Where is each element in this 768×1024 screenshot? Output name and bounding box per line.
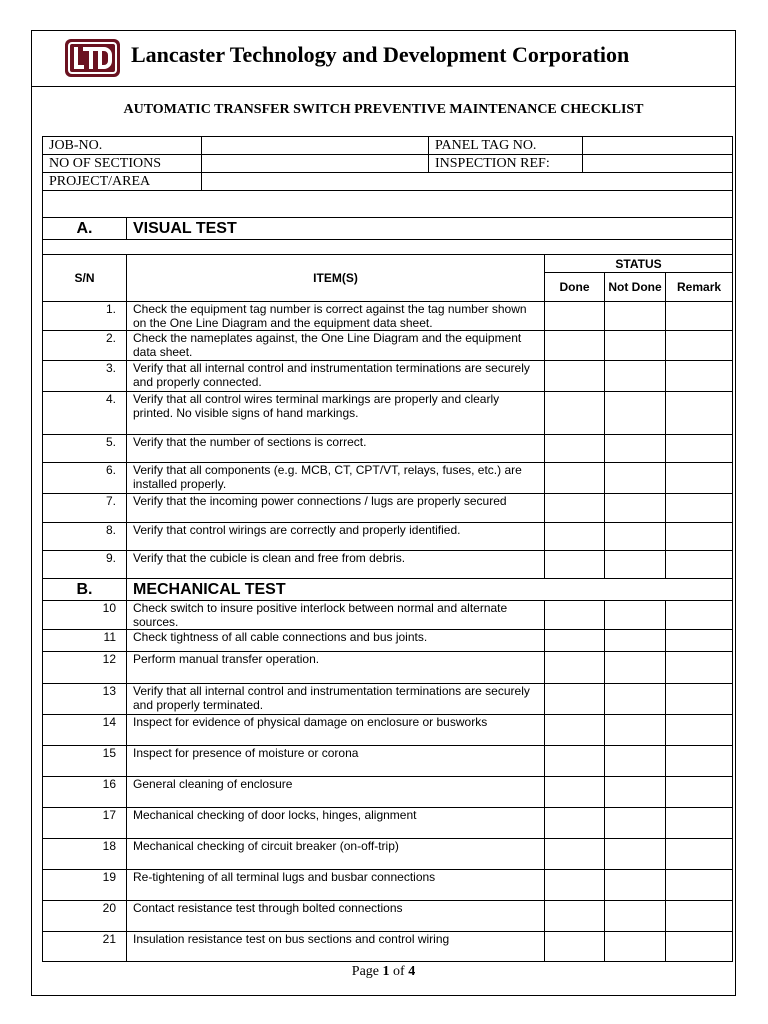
page-word: Page xyxy=(351,964,380,979)
remark-cell[interactable] xyxy=(666,808,733,839)
checklist-row xyxy=(43,392,733,435)
row-item-text: Mechanical checking of circuit breaker (on-off-trip) xyxy=(127,839,545,870)
checklist-row xyxy=(43,684,733,715)
checklist-row xyxy=(43,870,733,901)
checklist-row xyxy=(43,302,733,331)
page-current: 1 xyxy=(382,964,390,979)
row-number: 20 xyxy=(43,901,127,932)
not-done-cell[interactable] xyxy=(605,630,666,652)
panel-tag-label: PANEL TAG NO. xyxy=(429,137,583,155)
spacer-row xyxy=(43,240,733,255)
remark-cell[interactable] xyxy=(666,551,733,579)
checklist-row xyxy=(43,630,733,652)
row-item-text: Check the nameplates against, the One Line Diagram and the equipment data sheet. xyxy=(127,331,545,361)
job-no-label: JOB-NO. xyxy=(43,137,202,155)
row-item-text: Verify that all control wires terminal markings are properly and clearly printed. No visible signs of hand markings. xyxy=(127,392,545,435)
row-number: 9. xyxy=(43,551,127,579)
remark-cell[interactable] xyxy=(666,435,733,463)
done-cell[interactable] xyxy=(545,932,605,962)
checklist-row xyxy=(43,652,733,684)
project-area-field[interactable] xyxy=(202,173,733,191)
company-name: Lancaster Technology and Development Corporation xyxy=(131,42,630,67)
remark-cell[interactable] xyxy=(666,463,733,494)
section-a-letter: A. xyxy=(43,218,127,240)
not-done-cell[interactable] xyxy=(605,523,666,551)
row-item-text: Contact resistance test through bolted connections xyxy=(127,901,545,932)
remark-cell[interactable] xyxy=(666,652,733,684)
checklist-row xyxy=(43,601,733,630)
remark-cell[interactable] xyxy=(666,331,733,361)
page-of-word: of xyxy=(393,964,405,979)
done-cell[interactable] xyxy=(545,901,605,932)
not-done-cell[interactable] xyxy=(605,870,666,901)
checklist-row xyxy=(43,361,733,392)
not-done-cell[interactable] xyxy=(605,601,666,630)
status-header: STATUS xyxy=(545,255,733,273)
not-done-cell[interactable] xyxy=(605,901,666,932)
remark-cell[interactable] xyxy=(666,630,733,652)
done-cell[interactable] xyxy=(545,652,605,684)
checklist-row xyxy=(43,551,733,579)
done-cell[interactable] xyxy=(545,746,605,777)
row-item-text: Check tightness of all cable connections and bus joints. xyxy=(127,630,545,652)
remark-cell[interactable] xyxy=(666,601,733,630)
done-cell[interactable] xyxy=(545,601,605,630)
not-done-cell[interactable] xyxy=(605,435,666,463)
not-done-cell[interactable] xyxy=(605,839,666,870)
row-item-text: Inspect for presence of moisture or corona xyxy=(127,746,545,777)
row-item-text: Verify that the cubicle is clean and free from debris. xyxy=(127,551,545,579)
page-footer xyxy=(31,964,736,980)
remark-cell[interactable] xyxy=(666,839,733,870)
done-cell[interactable] xyxy=(545,302,605,331)
row-number: 18 xyxy=(43,839,127,870)
checklist-row xyxy=(43,715,733,746)
remark-cell[interactable] xyxy=(666,392,733,435)
checklist-row xyxy=(43,746,733,777)
done-cell[interactable] xyxy=(545,551,605,579)
not-done-cell[interactable] xyxy=(605,392,666,435)
remark-cell[interactable] xyxy=(666,494,733,523)
row-number: 12 xyxy=(43,652,127,684)
company-logo xyxy=(64,38,121,78)
row-number: 21 xyxy=(43,932,127,962)
sn-header: S/N xyxy=(43,255,127,302)
done-cell[interactable] xyxy=(545,361,605,392)
section-b-letter: B. xyxy=(43,579,127,601)
row-number: 13 xyxy=(43,684,127,715)
checklist-row xyxy=(43,808,733,839)
done-cell[interactable] xyxy=(545,463,605,494)
inspection-ref-label: INSPECTION REF: xyxy=(429,155,583,173)
section-b-title: MECHANICAL TEST xyxy=(127,579,733,601)
not-done-cell[interactable] xyxy=(605,331,666,361)
row-item-text: Insulation resistance test on bus sections and control wiring xyxy=(127,932,545,962)
row-item-text: Check switch to insure positive interlock between normal and alternate sources. xyxy=(127,601,545,630)
done-header: Done xyxy=(545,273,605,302)
row-item-text: Verify that all internal control and instrumentation terminations are securely and properly terminated. xyxy=(127,684,545,715)
not-done-cell[interactable] xyxy=(605,302,666,331)
not-done-cell[interactable] xyxy=(605,551,666,579)
row-item-text: Mechanical checking of door locks, hinges, alignment xyxy=(127,808,545,839)
remark-cell[interactable] xyxy=(666,870,733,901)
done-cell[interactable] xyxy=(545,630,605,652)
section-a-title: VISUAL TEST xyxy=(127,218,733,240)
not-done-cell[interactable] xyxy=(605,652,666,684)
done-cell[interactable] xyxy=(545,494,605,523)
document-title: AUTOMATIC TRANSFER SWITCH PREVENTIVE MAINTENANCE CHECKLIST xyxy=(123,102,644,117)
row-number: 10 xyxy=(43,601,127,630)
checklist-row xyxy=(43,901,733,932)
not-done-header: Not Done xyxy=(605,273,666,302)
row-number: 11 xyxy=(43,630,127,652)
checklist-row xyxy=(43,839,733,870)
remark-cell[interactable] xyxy=(666,901,733,932)
row-number: 15 xyxy=(43,746,127,777)
checklist-row xyxy=(43,463,733,494)
remark-header: Remark xyxy=(666,273,733,302)
spacer-row xyxy=(43,191,733,218)
row-number: 1. xyxy=(43,302,127,331)
not-done-cell[interactable] xyxy=(605,808,666,839)
row-item-text: Verify that all components (e.g. MCB, CT, CPT/VT, relays, fuses, etc.) are installed properly. xyxy=(127,463,545,494)
done-cell[interactable] xyxy=(545,331,605,361)
checklist-row xyxy=(43,331,733,361)
job-no-field[interactable] xyxy=(202,137,429,155)
row-number: 19 xyxy=(43,870,127,901)
page-total: 4 xyxy=(408,964,416,979)
row-number: 14 xyxy=(43,715,127,746)
row-item-text: Verify that the incoming power connections / lugs are properly secured xyxy=(127,494,545,523)
not-done-cell[interactable] xyxy=(605,361,666,392)
done-cell[interactable] xyxy=(545,435,605,463)
remark-cell[interactable] xyxy=(666,715,733,746)
done-cell[interactable] xyxy=(545,392,605,435)
row-number: 4. xyxy=(43,392,127,435)
done-cell[interactable] xyxy=(545,777,605,808)
row-number: 16 xyxy=(43,777,127,808)
no-of-sections-field[interactable] xyxy=(202,155,429,173)
remark-cell[interactable] xyxy=(666,361,733,392)
row-item-text: Verify that all internal control and instrumentation terminations are securely and properly connected. xyxy=(127,361,545,392)
row-item-text: Inspect for evidence of physical damage on enclosure or busworks xyxy=(127,715,545,746)
remark-cell[interactable] xyxy=(666,777,733,808)
done-cell[interactable] xyxy=(545,808,605,839)
row-number: 3. xyxy=(43,361,127,392)
panel-tag-field[interactable] xyxy=(583,137,733,155)
row-item-text: Check the equipment tag number is correct against the tag number shown on the One Line Diagram and the equipment data sheet. xyxy=(127,302,545,331)
checklist-row xyxy=(43,494,733,523)
row-item-text: Re-tightening of all terminal lugs and busbar connections xyxy=(127,870,545,901)
row-item-text: Verify that control wirings are correctly and properly identified. xyxy=(127,523,545,551)
checklist-row xyxy=(43,435,733,463)
remark-cell[interactable] xyxy=(666,684,733,715)
checklist-row xyxy=(43,932,733,962)
remark-cell[interactable] xyxy=(666,932,733,962)
project-area-label: PROJECT/AREA xyxy=(43,173,202,191)
not-done-cell[interactable] xyxy=(605,777,666,808)
row-number: 2. xyxy=(43,331,127,361)
done-cell[interactable] xyxy=(545,684,605,715)
row-number: 7. xyxy=(43,494,127,523)
not-done-cell[interactable] xyxy=(605,684,666,715)
header-divider xyxy=(31,86,736,87)
remark-cell[interactable] xyxy=(666,523,733,551)
items-header: ITEM(S) xyxy=(127,255,545,302)
row-number: 5. xyxy=(43,435,127,463)
done-cell[interactable] xyxy=(545,715,605,746)
no-of-sections-label: NO OF SECTIONS xyxy=(43,155,202,173)
not-done-cell[interactable] xyxy=(605,494,666,523)
row-number: 8. xyxy=(43,523,127,551)
row-number: 17 xyxy=(43,808,127,839)
checklist-row xyxy=(43,523,733,551)
not-done-cell[interactable] xyxy=(605,932,666,962)
checklist-table xyxy=(42,190,733,962)
row-number: 6. xyxy=(43,463,127,494)
remark-cell[interactable] xyxy=(666,746,733,777)
done-cell[interactable] xyxy=(545,523,605,551)
row-item-text: Perform manual transfer operation. xyxy=(127,652,545,684)
remark-cell[interactable] xyxy=(666,302,733,331)
checklist-row xyxy=(43,777,733,808)
done-cell[interactable] xyxy=(545,839,605,870)
row-item-text: Verify that the number of sections is correct. xyxy=(127,435,545,463)
done-cell[interactable] xyxy=(545,870,605,901)
info-table xyxy=(42,136,733,191)
not-done-cell[interactable] xyxy=(605,746,666,777)
row-item-text: General cleaning of enclosure xyxy=(127,777,545,808)
inspection-ref-field[interactable] xyxy=(583,155,733,173)
not-done-cell[interactable] xyxy=(605,463,666,494)
not-done-cell[interactable] xyxy=(605,715,666,746)
